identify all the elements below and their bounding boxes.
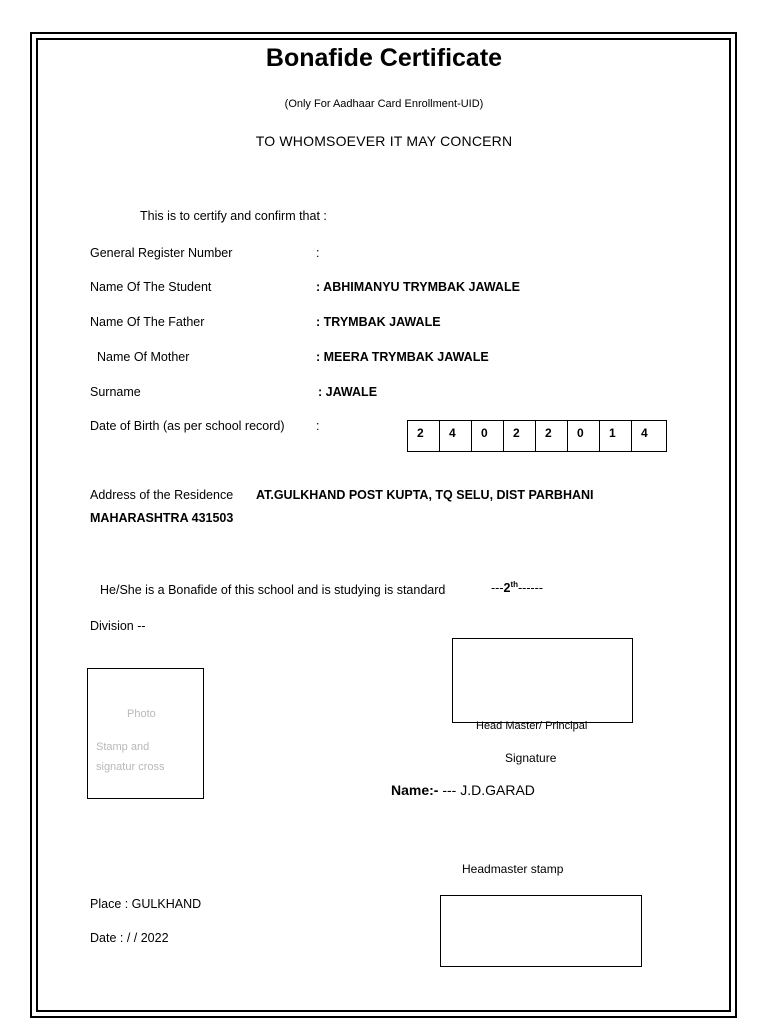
- dob-digit: 4: [440, 421, 472, 451]
- student-name-label: Name Of The Student: [90, 280, 212, 294]
- standard-value: ---2th------: [491, 580, 543, 596]
- address-line-2: MAHARASHTRA 431503: [90, 511, 234, 525]
- intro-text: This is to certify and confirm that :: [140, 209, 327, 223]
- address-label: Address of the Residence: [90, 488, 234, 502]
- date-line: Date : / / 2022: [90, 931, 169, 945]
- concern-line: TO WHOMSOEVER IT MAY CONCERN: [255, 133, 513, 149]
- dob-label: Date of Birth (as per school record): [90, 419, 285, 433]
- certificate-subtitle: (Only For Aadhaar Card Enrollment-UID): [284, 98, 484, 110]
- dob-digit: 0: [472, 421, 504, 451]
- stamp-label: Headmaster stamp: [462, 862, 564, 876]
- stamp-box: [440, 895, 642, 967]
- principal-title: Head Master/ Principal: [476, 720, 588, 732]
- student-name-value: : ABHIMANYU TRYMBAK JAWALE: [316, 280, 520, 294]
- dob-digit: 4: [641, 426, 648, 440]
- mother-name-value: : MEERA TRYMBAK JAWALE: [316, 350, 489, 364]
- surname-value: : JAWALE: [318, 385, 378, 399]
- dob-colon: :: [316, 419, 320, 433]
- photo-stamp-text: Stamp and: [96, 741, 150, 753]
- father-name-label: Name Of The Father: [90, 315, 205, 329]
- mother-name-label: Name Of Mother: [97, 350, 190, 364]
- surname-label: Surname: [90, 385, 141, 399]
- dob-digit: 2: [536, 421, 568, 451]
- principal-name: Name:- --- J.D.GARAD: [391, 782, 535, 798]
- dob-digit: 2: [408, 421, 440, 451]
- signature-label: Signature: [505, 751, 557, 765]
- register-value: :: [316, 246, 320, 260]
- standard-statement: He/She is a Bonafide of this school and is studying is standard: [100, 583, 446, 597]
- father-name-value: : TRYMBAK JAWALE: [316, 315, 441, 329]
- register-label: General Register Number: [90, 246, 233, 260]
- dob-digit-boxes: [407, 420, 667, 452]
- place-line: Place : GULKHAND: [90, 897, 202, 911]
- dob-digit: 1: [600, 421, 632, 451]
- signature-box: [452, 638, 633, 723]
- photo-label: Photo: [127, 708, 156, 720]
- certificate-title: Bonafide Certificate: [265, 44, 503, 72]
- dob-digit: 2: [504, 421, 536, 451]
- photo-box: [87, 668, 204, 799]
- photo-signature-text: signatur cross: [96, 761, 165, 773]
- dob-digit: 0: [568, 421, 600, 451]
- inner-border: [36, 38, 731, 1012]
- address-line-1: AT.GULKHAND POST KUPTA, TQ SELU, DIST PARBHANI: [256, 488, 594, 502]
- division-line: Division --: [90, 619, 146, 633]
